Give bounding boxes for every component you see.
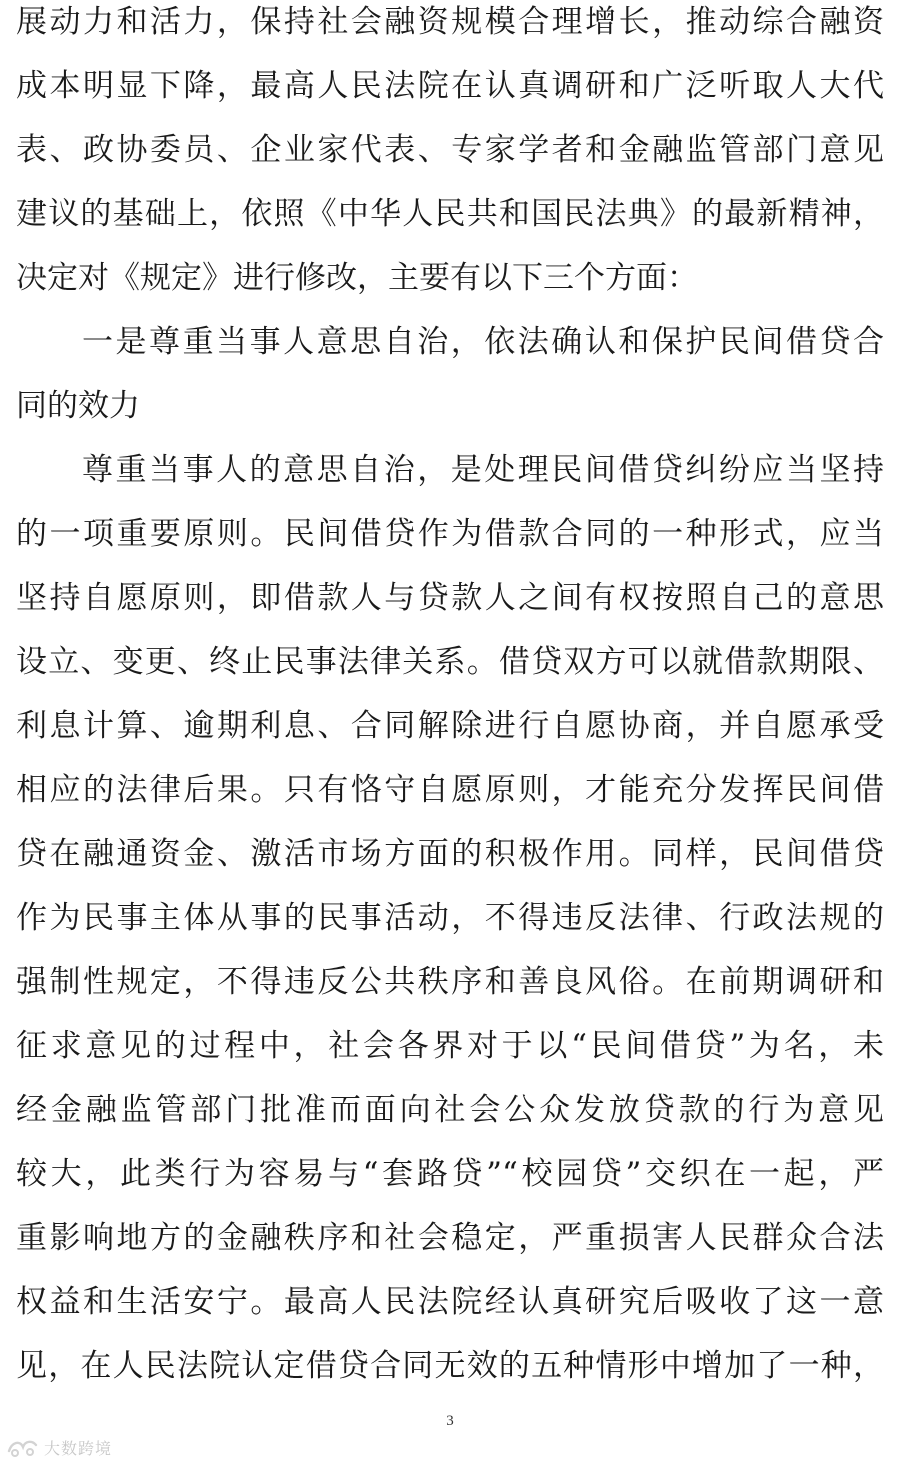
text-line: 征求意见的过程中，社会各界对于以“民间借贷”为名，未 [16, 1028, 884, 1064]
page-number: 3 [446, 1413, 454, 1429]
text-line: 表、政协委员、企业家代表、专家学者和金融监管部门意见 [16, 132, 884, 168]
watermark-text: 大数跨境 [44, 1438, 113, 1458]
text-line: 作为民事主体从事的民事活动，不得违反法律、行政法规的 [16, 900, 884, 936]
text-line: 经金融监管部门批准而面向社会公众发放贷款的行为意见 [16, 1092, 884, 1128]
text-line: 强制性规定，不得违反公共秩序和善良风俗。在前期调研和 [16, 964, 884, 1000]
text-line: 坚持自愿原则，即借款人与贷款人之间有权按照自己的意思 [16, 580, 884, 616]
watermark [6, 1436, 112, 1458]
text-line: 见，在人民法院认定借贷合同无效的五种情形中增加了一种， [16, 1348, 884, 1384]
text-line: 较大，此类行为容易与“套路贷”“校园贷”交织在一起，严 [16, 1156, 884, 1192]
text-line: 尊重当事人的意思自治，是处理民间借贷纠纷应当坚持 [82, 452, 884, 488]
text-line: 的一项重要原则。民间借贷作为借款合同的一种形式，应当 [16, 516, 884, 552]
text-line: 展动力和活力，保持社会融资规模合理增长，推动综合融资 [16, 4, 884, 40]
text-line: 建议的基础上，依照《中华人民共和国民法典》的最新精神， [16, 196, 884, 232]
text-line: 成本明显下降，最高人民法院在认真调研和广泛听取人大代 [16, 68, 884, 104]
watermark-logo-icon [6, 1436, 40, 1458]
section-heading-line: 一是尊重当事人意思自治，依法确认和保护民间借贷合 [82, 324, 884, 360]
text-line: 利息计算、逾期利息、合同解除进行自愿协商，并自愿承受 [16, 708, 884, 744]
text-line: 设立、变更、终止民事法律关系。借贷双方可以就借款期限、 [16, 644, 884, 680]
text-line: 权益和生活安宁。最高人民法院经认真研究后吸收了这一意 [16, 1284, 884, 1320]
text-line: 贷在融通资金、激活市场方面的积极作用。同样，民间借贷 [16, 836, 884, 872]
section-heading-line: 同的效力 [16, 388, 140, 424]
text-line: 相应的法律后果。只有恪守自愿原则，才能充分发挥民间借 [16, 772, 884, 808]
text-line: 重影响地方的金融秩序和社会稳定，严重损害人民群众合法 [16, 1220, 884, 1256]
text-line: 决定对《规定》进行修改，主要有以下三个方面： [16, 260, 698, 296]
